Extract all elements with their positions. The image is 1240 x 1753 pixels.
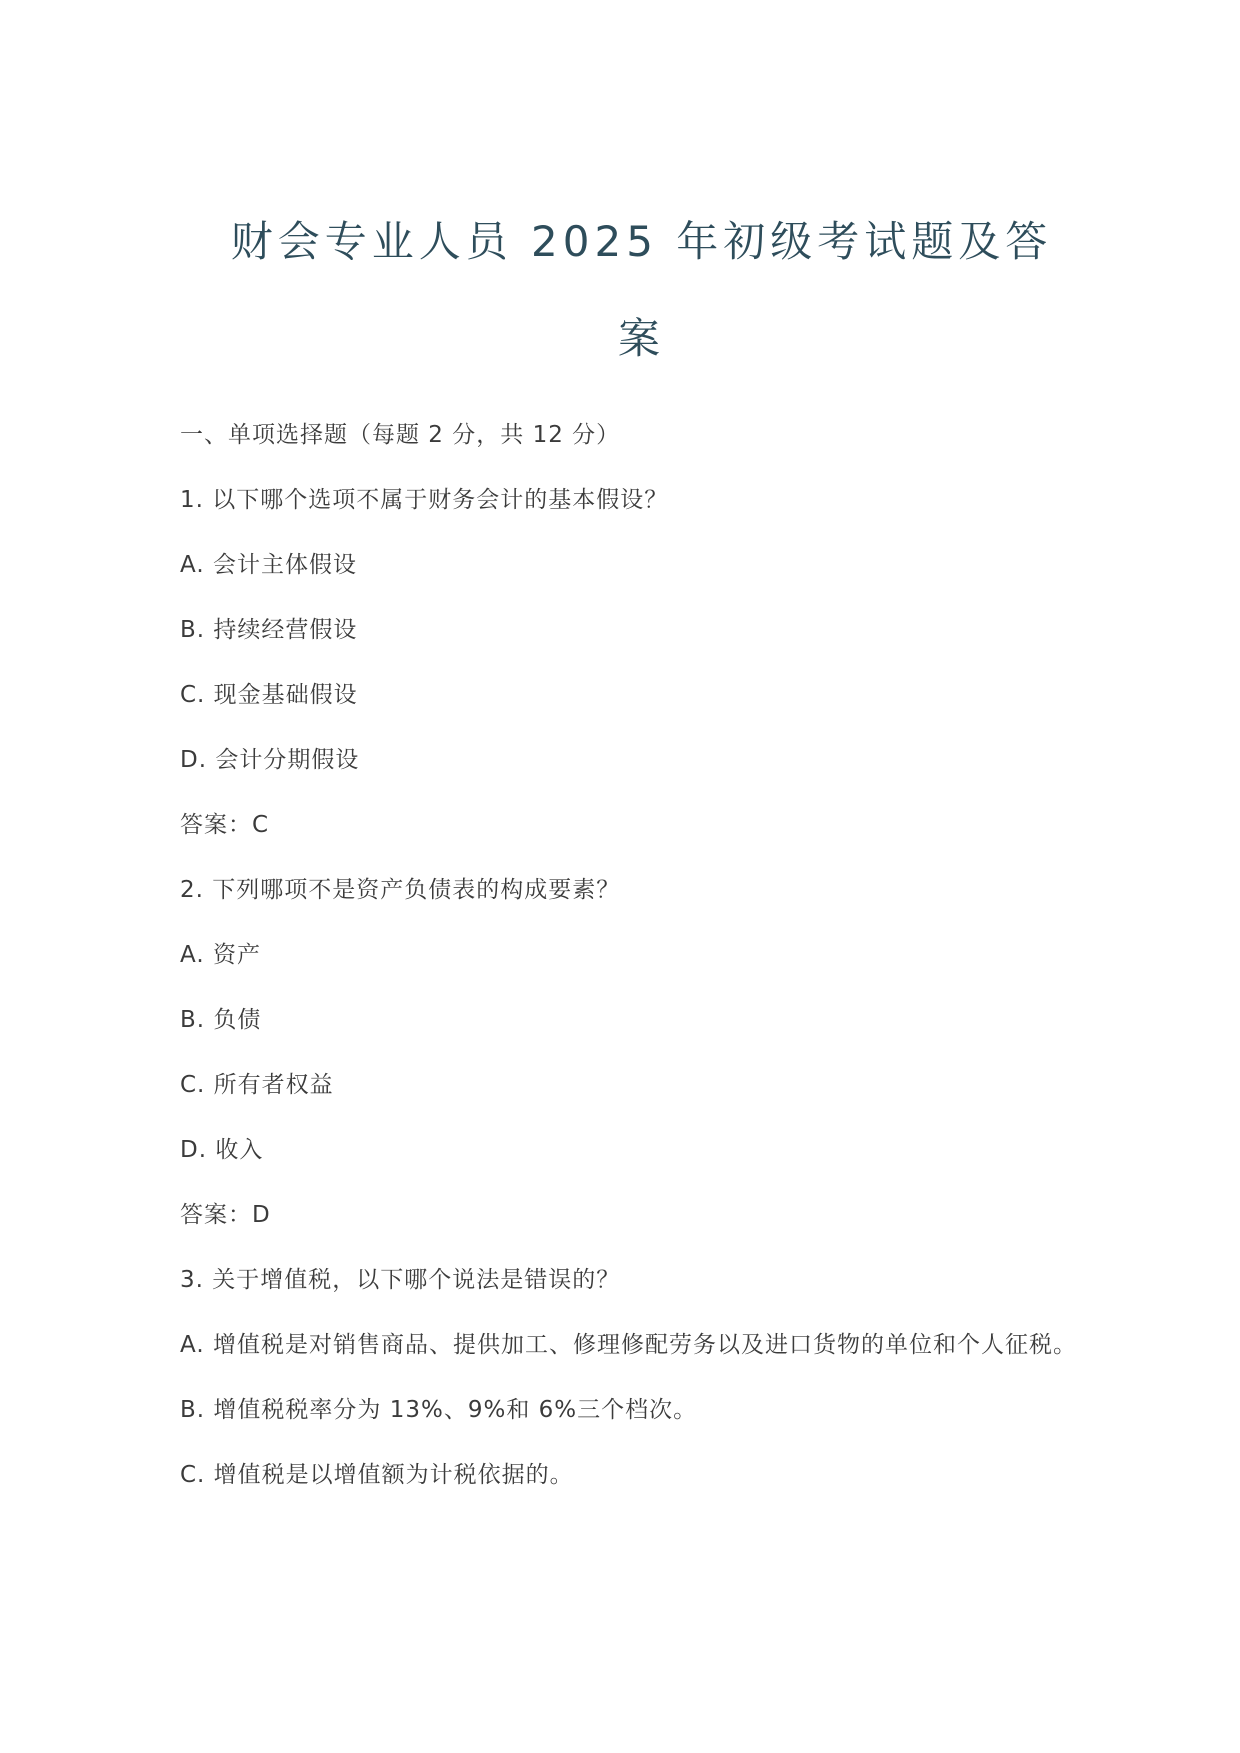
question-3-option-a: A. 增值税是对销售商品、提供加工、修理修配劳务以及进口货物的单位和个人征税。: [180, 1332, 1077, 1358]
question-1-stem: 1. 以下哪个选项不属于财务会计的基本假设？: [180, 487, 669, 513]
question-3-option-b: B. 增值税税率分为 13%、9%和 6%三个档次。: [180, 1397, 698, 1423]
section-heading: 一、单项选择题（每题 2 分，共 12 分）: [180, 422, 621, 448]
question-2-answer: 答案：D: [180, 1202, 271, 1228]
question-2-stem: 2. 下列哪项不是资产负债表的构成要素？: [180, 877, 621, 903]
question-1-option-c: C. 现金基础假设: [180, 682, 358, 708]
page-title-line-2: 案: [617, 314, 665, 363]
question-2-option-c: C. 所有者权益: [180, 1072, 334, 1098]
question-2-option-b: B. 负债: [180, 1007, 262, 1033]
question-1-option-d: D. 会计分期假设: [180, 747, 360, 773]
question-3-option-c: C. 增值税是以增值额为计税依据的。: [180, 1462, 574, 1488]
question-1-option-a: A. 会计主体假设: [180, 552, 357, 578]
question-3-stem: 3. 关于增值税，以下哪个说法是错误的？: [180, 1267, 621, 1293]
question-2-option-d: D. 收入: [180, 1137, 264, 1163]
page-title-line-1: 财会专业人员 2025 年初级考试题及答: [230, 217, 1053, 266]
page-title: [180, 193, 1103, 387]
question-2-option-a: A. 资产: [180, 942, 261, 968]
document-body: [180, 403, 1103, 1508]
question-1-option-b: B. 持续经营假设: [180, 617, 358, 643]
question-1-answer: 答案：C: [180, 812, 270, 838]
